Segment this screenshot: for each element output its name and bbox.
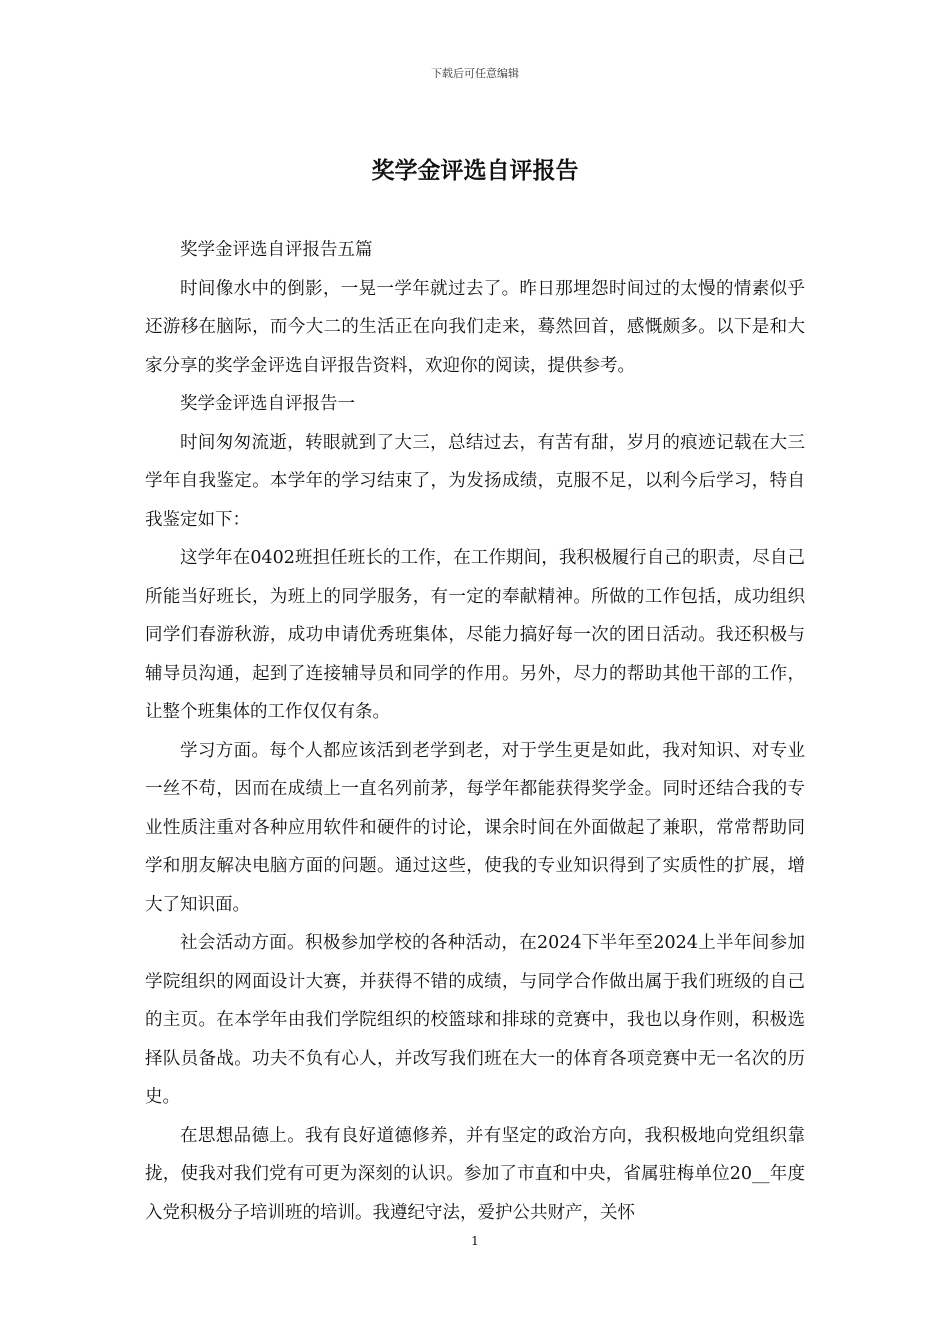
paragraph-intro: 时间像水中的倒影，一晃一学年就过去了。昨日那埋怨时间过的太慢的情素似乎还游移在脑际，而今大二的生活正在向我们走来，蓦然回首，感慨颇多。以下是和大家分享的奖学金评选自评报告资料，欢迎你的阅读，提供参考。 [145, 278, 805, 376]
paragraph-overview: 时间匆匆流逝，转眼就到了大三，总结过去，有苦有甜，岁月的痕迹记载在大三学年自我鉴定。本学年的学习结束了，为发扬成绩，克服不足，以利今后学习，特自我鉴定如下： [145, 432, 805, 530]
paragraph-study: 学习方面。每个人都应该活到老学到老，对于学生更是如此，我对知识、对专业一丝不苟，因而在成绩上一直名列前茅，每学年都能获得奖学金。同时还结合我的专业性质注重对各种应用软件和硬件的讨论，课余时间在外面做起了兼职，常常帮助同学和朋友解决电脑方面的问题。通过这些，使我的专业知识得到了实质性的扩展，增大了知识面。 [145, 740, 805, 915]
paragraph-subtitle: 奖学金评选自评报告五篇 [180, 240, 373, 260]
paragraph-moral-character: 在思想品德上。我有良好道德修养，并有坚定的政治方向，我积极地向党组织靠拢，使我对我们党有可更为深刻的认识。参加了市直和中央，省属驻梅单位20__年度入党积极分子培训班的培训。我遵纪守法，爱护公共财产，关怀 [145, 1125, 805, 1223]
paragraph-section-heading: 奖学金评选自评报告一 [180, 394, 355, 414]
paragraph-social-activities: 社会活动方面。积极参加学校的各种活动，在2024下半年至2024上半年间参加学院组织的网面设计大赛，并获得不错的成绩，与同学合作做出属于我们班级的自己的主页。在本学年由我们学院组织的校篮球和排球的竞赛中，我也以身作则，积极选择队员备战。功夫不负有心人，并改写我们班在大一的体育各项竞赛中无一名次的历史。 [145, 933, 805, 1107]
page-number: 1 [471, 1234, 479, 1248]
document-body [145, 231, 805, 1232]
paragraph-class-monitor: 这学年在0402班担任班长的工作，在工作期间，我积极履行自己的职责，尽自己所能当好班长，为班上的同学服务，有一定的奉献精神。所做的工作包括，成功组织同学们春游秋游，成功申请优秀班集体，尽能力搞好每一次的团日活动。我还积极与辅导员沟通，起到了连接辅导员和同学的作用。另外，尽力的帮助其他干部的工作，让整个班集体的工作仅仅有条。 [145, 548, 805, 722]
document-title: 奖学金评选自评报告 [371, 157, 579, 184]
page-header-note: 下载后可任意编辑 [431, 67, 519, 80]
